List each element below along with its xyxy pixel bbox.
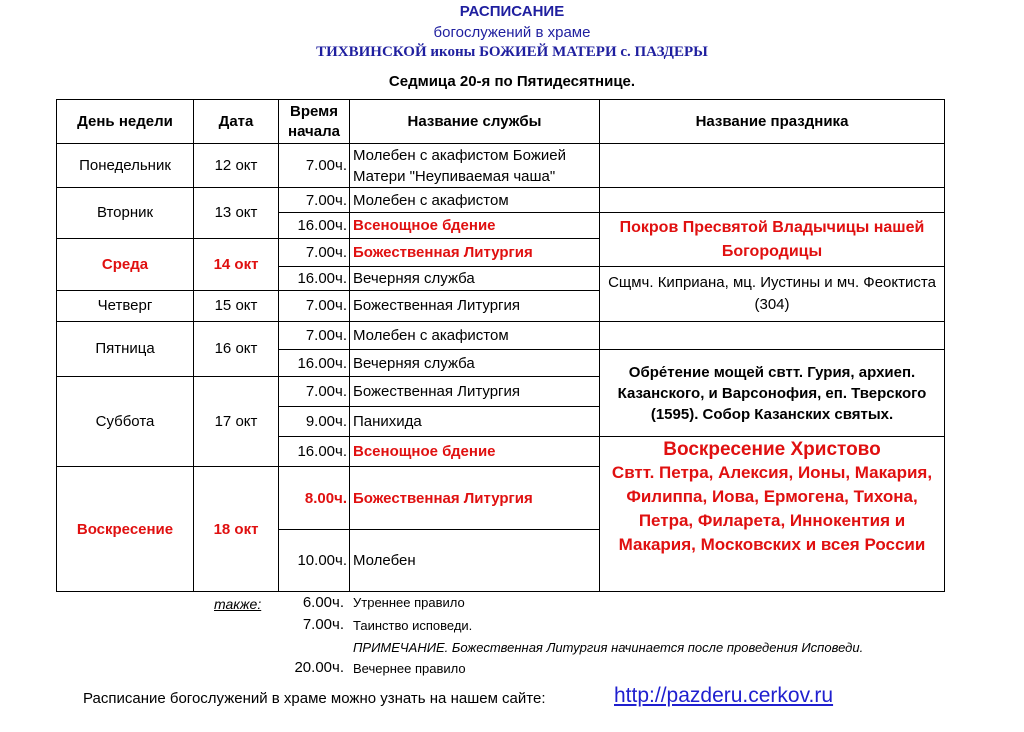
day-cell: Среда — [57, 238, 194, 290]
time-cell: 7.00ч. — [279, 290, 350, 321]
extra-time: 7.00ч. — [302, 616, 344, 633]
day-cell: Пятница — [57, 321, 194, 376]
time-cell: 10.00ч. — [279, 529, 350, 591]
extra-text: Таинство исповеди. — [353, 618, 473, 633]
date-cell: 13 окт — [194, 188, 279, 238]
service-cell: Всенощное бдение — [350, 213, 600, 238]
time-cell: 7.00ч. — [279, 377, 350, 407]
week-heading: Седмица 20-я по Пятидесятнице. — [388, 73, 636, 90]
extra-text: Утреннее правило — [353, 595, 465, 610]
date-cell: 16 окт — [194, 321, 279, 376]
service-cell: Вечерняя служба — [350, 349, 600, 376]
time-cell: 8.00ч. — [279, 467, 350, 529]
date-cell: 18 окт — [194, 467, 279, 592]
service-cell: Молебен с акафистом — [350, 188, 600, 213]
service-cell: Всенощное бдение — [350, 437, 600, 467]
time-cell: 7.00ч. — [279, 238, 350, 266]
day-cell: Четверг — [57, 290, 194, 321]
time-cell: 16.00ч. — [279, 266, 350, 290]
day-cell: Вторник — [57, 188, 194, 238]
service-cell: Вечерняя служба — [350, 266, 600, 290]
service-cell: Молебен — [350, 529, 600, 591]
service-cell: Божественная Литургия — [350, 467, 600, 529]
service-cell: Божественная Литургия — [350, 290, 600, 321]
time-cell: 9.00ч. — [279, 407, 350, 437]
website-link[interactable]: http://pazderu.cerkov.ru — [614, 684, 834, 707]
service-cell: Панихида — [350, 407, 600, 437]
schedule-table — [56, 99, 945, 592]
date-cell: 15 окт — [194, 290, 279, 321]
note-text: ПРИМЕЧАНИЕ. Божественная Литургия начинается после проведения Исповеди. — [353, 640, 864, 655]
table-row — [57, 144, 945, 188]
holiday-cell — [600, 437, 945, 592]
resurrection-title: Воскресение Христово — [663, 439, 881, 461]
service-cell: Молебен с акафистом Божией Матери "Неупиваемая чаша" — [350, 144, 600, 188]
holiday-cell: Сщмч. Киприана, мц. Иустины и мч. Феоктиста (304) — [600, 266, 945, 321]
time-cell: 16.00ч. — [279, 213, 350, 238]
page-subtitle: богослужений в храме — [433, 24, 591, 41]
table-row — [57, 321, 945, 349]
day-cell: Суббота — [57, 377, 194, 467]
church-name: ТИХВИНСКОЙ иконы БОЖИЕЙ МАТЕРИ с. ПАЗДЕРЫ — [316, 44, 708, 60]
time-cell: 16.00ч. — [279, 437, 350, 467]
time-cell: 7.00ч. — [279, 188, 350, 213]
service-cell: Божественная Литургия — [350, 377, 600, 407]
service-cell: Молебен с акафистом — [350, 321, 600, 349]
holiday-cell — [600, 188, 945, 213]
also-label: также: — [214, 596, 262, 612]
holiday-cell: Обре́тение мощей свтт. Гурия, архиеп. Казанского, и Варсонофия, еп. Тверского (1595). Собор Казанских святых. — [600, 349, 945, 436]
date-cell: 17 окт — [194, 377, 279, 467]
col-header-holiday: Название праздника — [600, 100, 945, 144]
date-cell: 14 окт — [194, 238, 279, 290]
date-cell: 12 окт — [194, 144, 279, 188]
col-header-day: День недели — [57, 100, 194, 144]
day-cell: Воскресение — [57, 467, 194, 592]
table-row — [57, 188, 945, 213]
col-header-date: Дата — [194, 100, 279, 144]
time-cell: 16.00ч. — [279, 349, 350, 376]
col-header-service: Название службы — [350, 100, 600, 144]
extra-time: 20.00ч. — [294, 659, 344, 676]
service-cell: Божественная Литургия — [350, 238, 600, 266]
day-cell: Понедельник — [57, 144, 194, 188]
holiday-cell — [600, 321, 945, 349]
time-cell: 7.00ч. — [279, 144, 350, 188]
table-header-row — [57, 100, 945, 144]
page-title: РАСПИСАНИЕ — [459, 3, 565, 20]
extra-text: Вечернее правило — [353, 661, 466, 676]
footer-text: Расписание богослужений в храме можно узнать на нашем сайте: — [83, 690, 546, 707]
saints-list: Свтт. Петра, Алексия, Ионы, Макария, Филиппа, Иова, Ермогена, Тихона, Петра, Филарета, Иннокентия и Макария, Московских и всея России — [611, 463, 933, 555]
time-cell: 7.00ч. — [279, 321, 350, 349]
col-header-time: Время начала — [279, 100, 350, 144]
holiday-cell: Покров Пресвятой Владычицы нашей Богородицы — [600, 213, 945, 266]
holiday-cell — [600, 144, 945, 188]
extra-time: 6.00ч. — [302, 594, 344, 611]
